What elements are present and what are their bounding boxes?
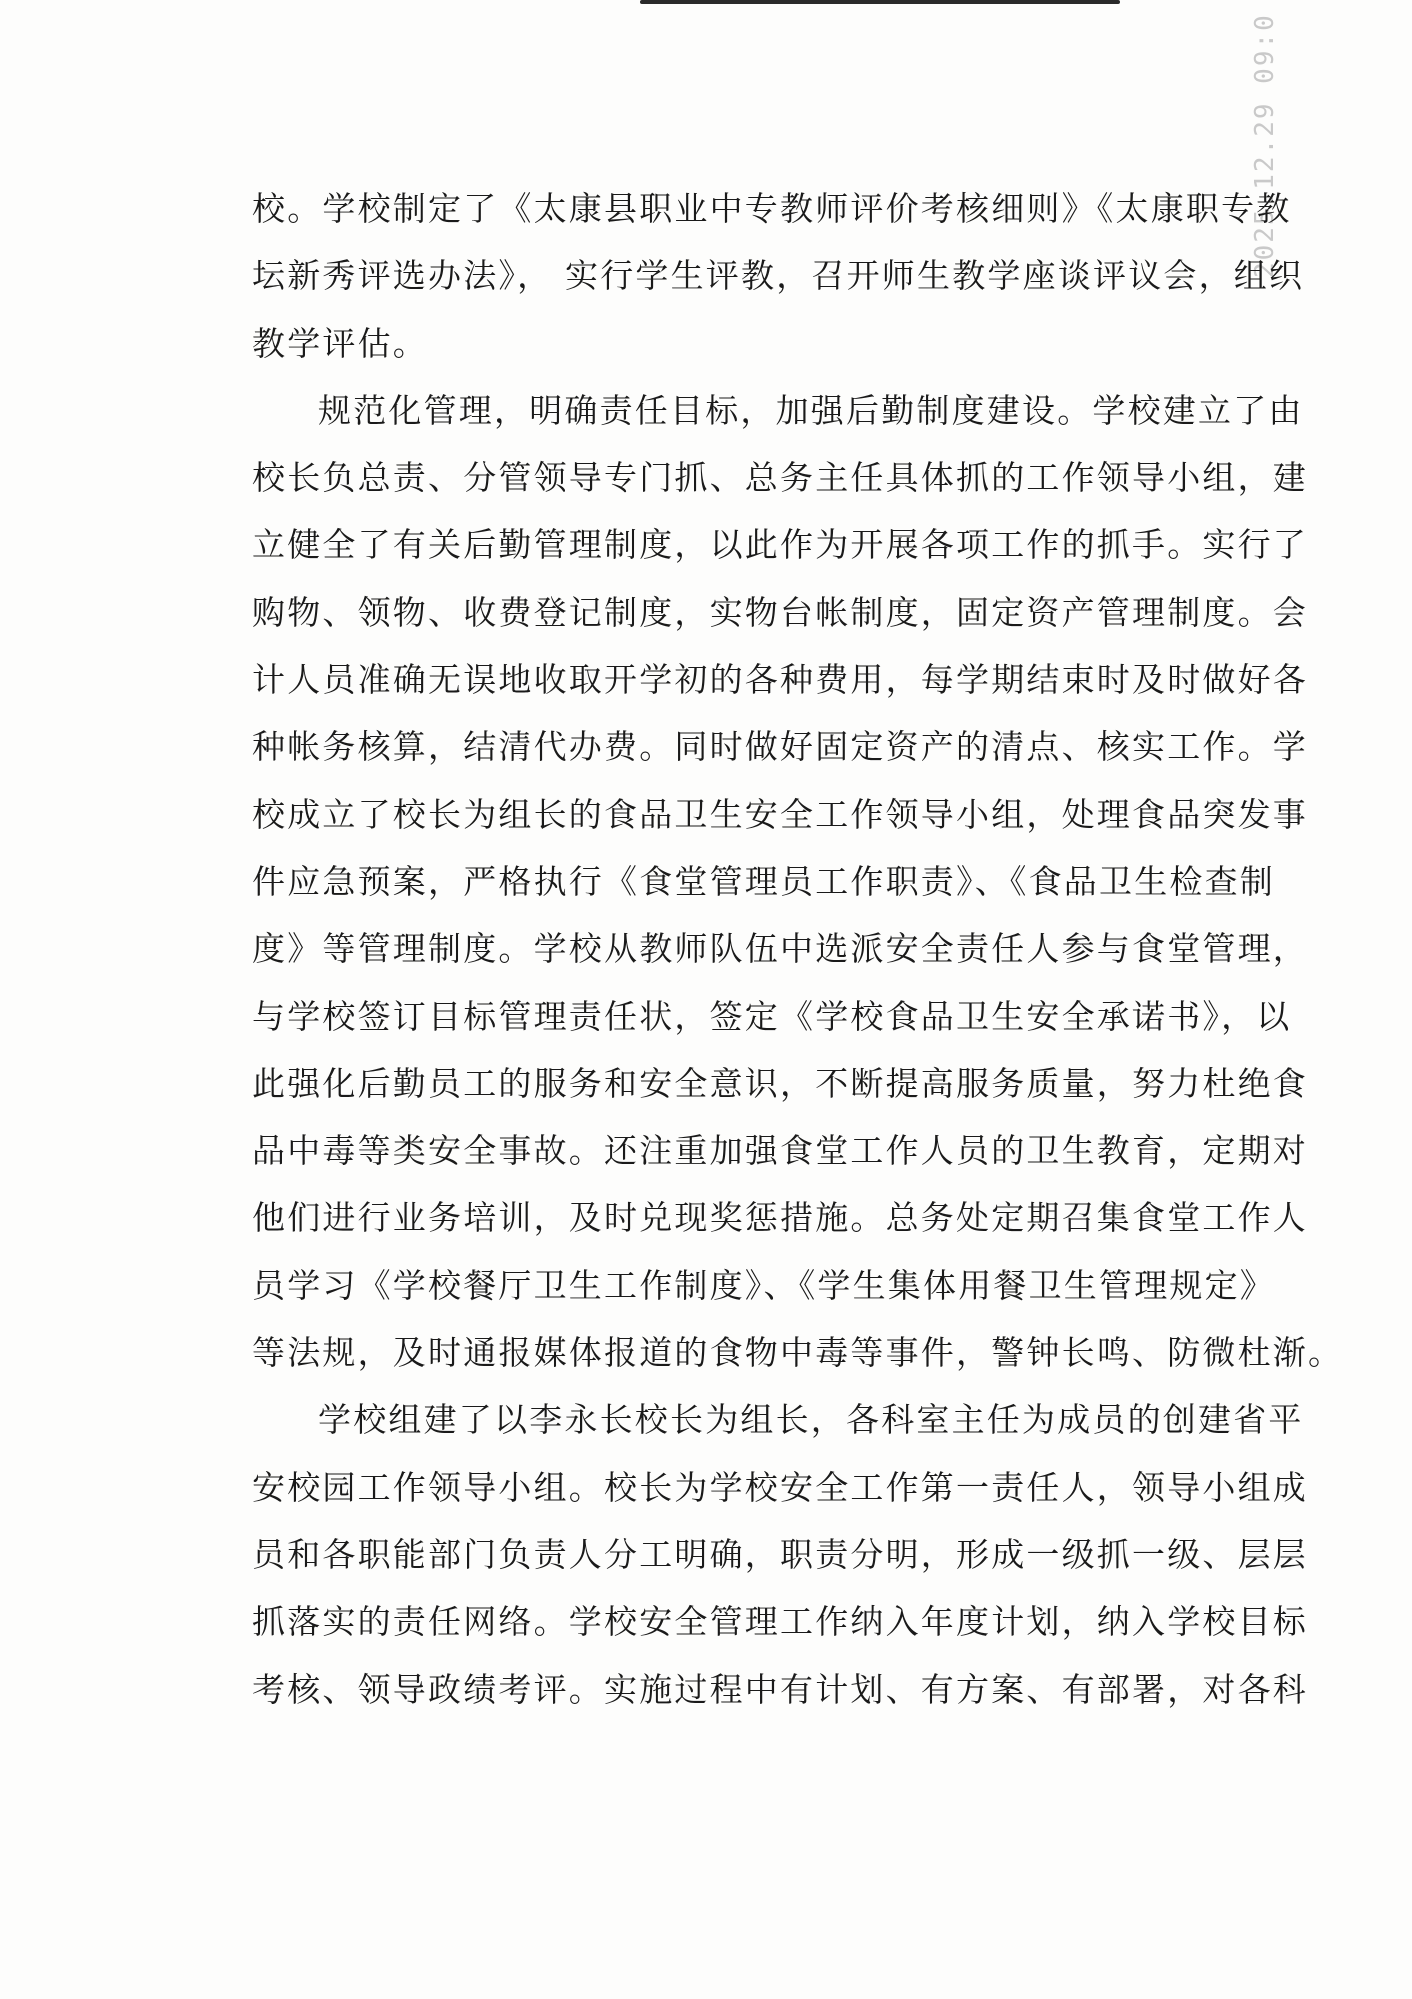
document-body [252,175,1344,1723]
text-line: 件应急预案，严格执行《食堂管理员工作职责》、《食品卫生检查制 [252,861,1275,901]
paragraph-start-line: 学校组建了以李永长校长为组长，各科室主任为成员的创建省平 [318,1400,1304,1440]
text-line: 品中毒等类安全事故。还注重加强食堂工作人员的卫生教育，定期对 [252,1131,1308,1171]
text-line: 教学评估。 [252,323,428,363]
text-line: 抓落实的责任网络。学校安全管理工作纳入年度计划，纳入学校目标 [252,1602,1308,1642]
text-line: 此强化后勤员工的服务和安全意识，不断提高服务质量，努力杜绝食 [252,1063,1308,1103]
text-line: 坛新秀评选办法》， 实行学生评教，召开师生教学座谈评议会，组织 [252,256,1305,296]
paragraph-start-line: 规范化管理，明确责任目标，加强后勤制度建设。学校建立了由 [318,390,1304,430]
scan-edge-mark [640,0,1120,4]
text-line: 度》等管理制度。学校从教师队伍中选派安全责任人参与食堂管理， [252,929,1308,969]
scan-timestamp: 2025.12.29 09:0 [1250,13,1280,278]
text-line: 立健全了有关后勤管理制度，以此作为开展各项工作的抓手。实行了 [252,525,1308,565]
text-line: 计人员准确无误地收取开学初的各种费用，每学期结束时及时做好各 [252,660,1308,700]
text-line: 考核、领导政绩考评。实施过程中有计划、有方案、有部署，对各科 [252,1669,1308,1709]
text-line: 安校园工作领导小组。校长为学校安全工作第一责任人，领导小组成 [252,1467,1308,1507]
text-line: 校。学校制定了《太康县职业中专教师评价考核细则》《太康职专教 [252,189,1292,228]
text-line: 校成立了校长为组长的食品卫生安全工作领导小组，处理食品突发事 [252,794,1308,834]
text-line: 种帐务核算，结清代办费。同时做好固定资产的清点、核实工作。学 [252,727,1308,767]
text-line: 等法规，及时通报媒体报道的食物中毒等事件，警钟长鸣、防微杜渐。 [252,1333,1344,1373]
text-line: 员学习《学校餐厅卫生工作制度》、《学生集体用餐卫生管理规定》 [252,1265,1275,1305]
text-line: 员和各职能部门负责人分工明确，职责分明，形成一级抓一级、层层 [252,1534,1308,1574]
text-line: 校长负总责、分管领导专门抓、总务主任具体抓的工作领导小组，建 [252,458,1308,498]
text-line: 与学校签订目标管理责任状，签定《学校食品卫生安全承诺书》，以 [252,996,1292,1036]
text-line: 他们进行业务培训，及时兑现奖惩措施。总务处定期召集食堂工作人 [252,1198,1308,1238]
text-line: 购物、领物、收费登记制度，实物台帐制度，固定资产管理制度。会 [252,592,1308,632]
